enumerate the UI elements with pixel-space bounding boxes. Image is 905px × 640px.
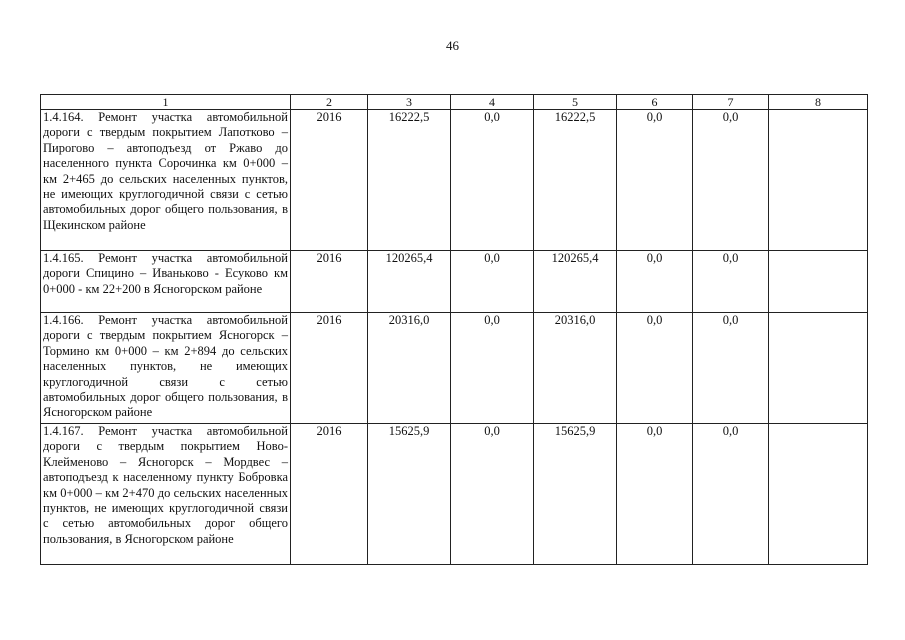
table-row	[41, 251, 868, 313]
row-year: 2016	[291, 110, 368, 251]
row-year: 2016	[291, 424, 368, 565]
row-value-col8	[769, 110, 868, 251]
row-year: 2016	[291, 251, 368, 313]
row-value-col7: 0,0	[693, 313, 769, 424]
row-value-col4: 0,0	[451, 424, 534, 565]
row-value-col3: 15625,9	[368, 424, 451, 565]
column-header: 8	[769, 95, 868, 110]
row-value-col8	[769, 251, 868, 313]
row-value-col7: 0,0	[693, 424, 769, 565]
column-header: 4	[451, 95, 534, 110]
table-row	[41, 313, 868, 424]
row-description: 1.4.165. Ремонт участка автомобильной дороги Спицино – Иваньково - Есуково км 0+000 - км 22+200 в Ясногорском районе	[41, 251, 291, 313]
row-value-col5: 20316,0	[534, 313, 617, 424]
row-value-col7: 0,0	[693, 110, 769, 251]
row-value-col3: 20316,0	[368, 313, 451, 424]
row-value-col6: 0,0	[617, 313, 693, 424]
row-value-col6: 0,0	[617, 251, 693, 313]
row-value-col3: 120265,4	[368, 251, 451, 313]
row-value-col5: 120265,4	[534, 251, 617, 313]
table-header-row	[41, 95, 868, 110]
table-row	[41, 424, 868, 565]
row-value-col7: 0,0	[693, 251, 769, 313]
column-header: 2	[291, 95, 368, 110]
row-value-col5: 15625,9	[534, 424, 617, 565]
row-value-col4: 0,0	[451, 313, 534, 424]
table-row	[41, 110, 868, 251]
data-table	[40, 94, 868, 565]
page-number: 46	[446, 38, 459, 53]
row-description: 1.4.166. Ремонт участка автомобильной дороги с твердым покрытием Ясногорск – Тормино км 0+000 – км 2+894 до сельских населенных пунктов, не имеющих круглогодичной связи с сетью автомобильных дорог общего пользования, в Ясногорском районе	[41, 313, 291, 424]
column-header: 6	[617, 95, 693, 110]
row-description: 1.4.164. Ремонт участка автомобильной дороги с твердым покрытием Лапотково – Пирогово – автоподъезд от Ржаво до населенного пункта Сорочинка км 0+000 – км 2+465 до сельских населенных пунктов, не имеющих круглогодичной связи с сетью автомобильных дорог общего пользования, в Щекинском районе	[41, 110, 291, 251]
column-header: 1	[41, 95, 291, 110]
row-value-col4: 0,0	[451, 251, 534, 313]
row-year: 2016	[291, 313, 368, 424]
row-value-col8	[769, 424, 868, 565]
row-value-col5: 16222,5	[534, 110, 617, 251]
column-header: 5	[534, 95, 617, 110]
row-value-col4: 0,0	[451, 110, 534, 251]
row-value-col6: 0,0	[617, 424, 693, 565]
column-header: 7	[693, 95, 769, 110]
row-value-col6: 0,0	[617, 110, 693, 251]
column-header: 3	[368, 95, 451, 110]
row-value-col8	[769, 313, 868, 424]
row-value-col3: 16222,5	[368, 110, 451, 251]
row-description: 1.4.167. Ремонт участка автомобильной дороги с твердым покрытием Ново-Клейменово – Ясногорск – Мордвес – автоподъезд к населенному пункту Бобровка км 0+000 – км 2+470 до сельских населенных пунктов, не имеющих круглогодичной связи с сетью автомобильных дорог общего пользования, в Ясногорском районе	[41, 424, 291, 565]
